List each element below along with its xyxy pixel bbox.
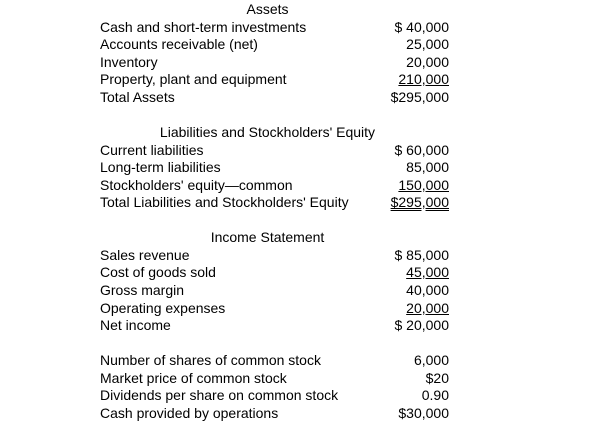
other-row-label: Market price of common stock: [100, 370, 287, 386]
assets-row-label: Accounts receivable (net): [100, 36, 258, 52]
liabilities-row-label: Long-term liabilities: [100, 159, 221, 175]
income-row-value: 40,000: [406, 282, 449, 298]
income-row-value: 45,000: [406, 264, 449, 280]
assets-row-label: Property, plant and equipment: [100, 71, 287, 87]
assets-total-value: $295,000: [390, 89, 449, 105]
assets-row-value: 210,000: [398, 71, 449, 87]
liabilities-row-label: Current liabilities: [100, 142, 204, 158]
other-row-value: 6,000: [413, 352, 449, 368]
other-row-value: $20: [425, 370, 449, 386]
assets-row-value: 20,000: [406, 54, 449, 70]
net-income-label: Net income: [100, 317, 171, 333]
liabilities-row-label: Stockholders' equity—common: [100, 177, 293, 193]
assets-row-label: Cash and short-term investments: [100, 19, 307, 35]
income-row-label: Gross margin: [100, 282, 185, 298]
income-row-label: Operating expenses: [100, 300, 226, 316]
other-row-value: $30,000: [398, 405, 449, 421]
other-row-value: 0.90: [421, 387, 449, 403]
assets-heading: Assets: [246, 1, 289, 17]
other-row-label: Dividends per share on common stock: [100, 387, 339, 403]
income-row-label: Sales revenue: [100, 247, 190, 263]
assets-total-label: Total Assets: [100, 89, 175, 105]
assets-row-label: Inventory: [100, 54, 158, 70]
assets-row-value: 25,000: [406, 36, 449, 52]
liabilities-row-value: $ 60,000: [394, 142, 449, 158]
net-income-value: $ 20,000: [394, 317, 449, 333]
income-heading: Income Statement: [210, 229, 325, 245]
income-row-value: 20,000: [406, 300, 449, 316]
assets-row-value: $ 40,000: [394, 19, 449, 35]
income-row-value: $ 85,000: [394, 247, 449, 263]
liabilities-row-value: 85,000: [406, 159, 449, 175]
other-row-label: Cash provided by operations: [100, 405, 279, 421]
liabilities-total-value: $295,000: [390, 194, 449, 210]
other-row-label: Number of shares of common stock: [100, 352, 321, 368]
liabilities-row-value: 150,000: [398, 177, 449, 193]
liabilities-heading: Liabilities and Stockholders' Equity: [159, 124, 376, 140]
liabilities-total-label: Total Liabilities and Stockholders' Equity: [100, 194, 349, 210]
income-row-label: Cost of goods sold: [100, 264, 216, 280]
